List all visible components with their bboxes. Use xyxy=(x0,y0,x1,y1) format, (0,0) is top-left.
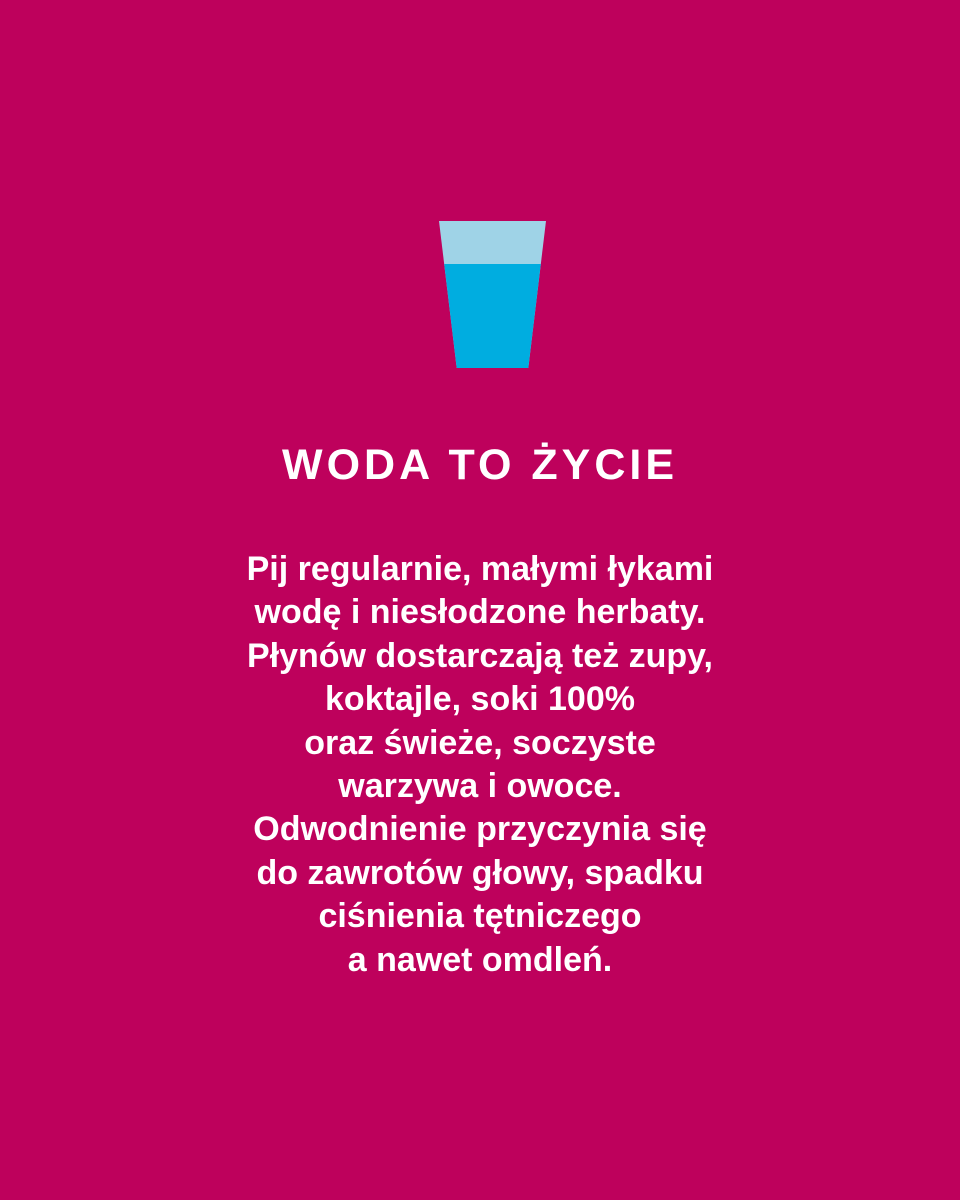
body-line: wodę i niesłodzone herbaty. xyxy=(254,593,706,632)
water-glass-icon xyxy=(439,221,546,368)
body-line: warzywa i owoce. xyxy=(338,767,622,806)
body-line: Pij regularnie, małymi łykami xyxy=(246,550,714,588)
body-line: Odwodnienie przyczynia się xyxy=(253,810,707,849)
body-line: a nawet omdleń. xyxy=(347,940,613,979)
body-line: oraz świeże, soczyste xyxy=(304,723,656,762)
body-line: Płynów dostarczają też zupy, xyxy=(246,636,714,675)
body-line: ciśnienia tętniczego xyxy=(318,897,642,936)
body-line: koktajle, soki 100% xyxy=(325,680,635,719)
body-line: do zawrotów głowy, spadku xyxy=(256,853,704,892)
poster-title: WODA TO ŻYCIE xyxy=(282,441,678,489)
body-text xyxy=(0,548,960,982)
glass-water-shape xyxy=(444,264,541,368)
